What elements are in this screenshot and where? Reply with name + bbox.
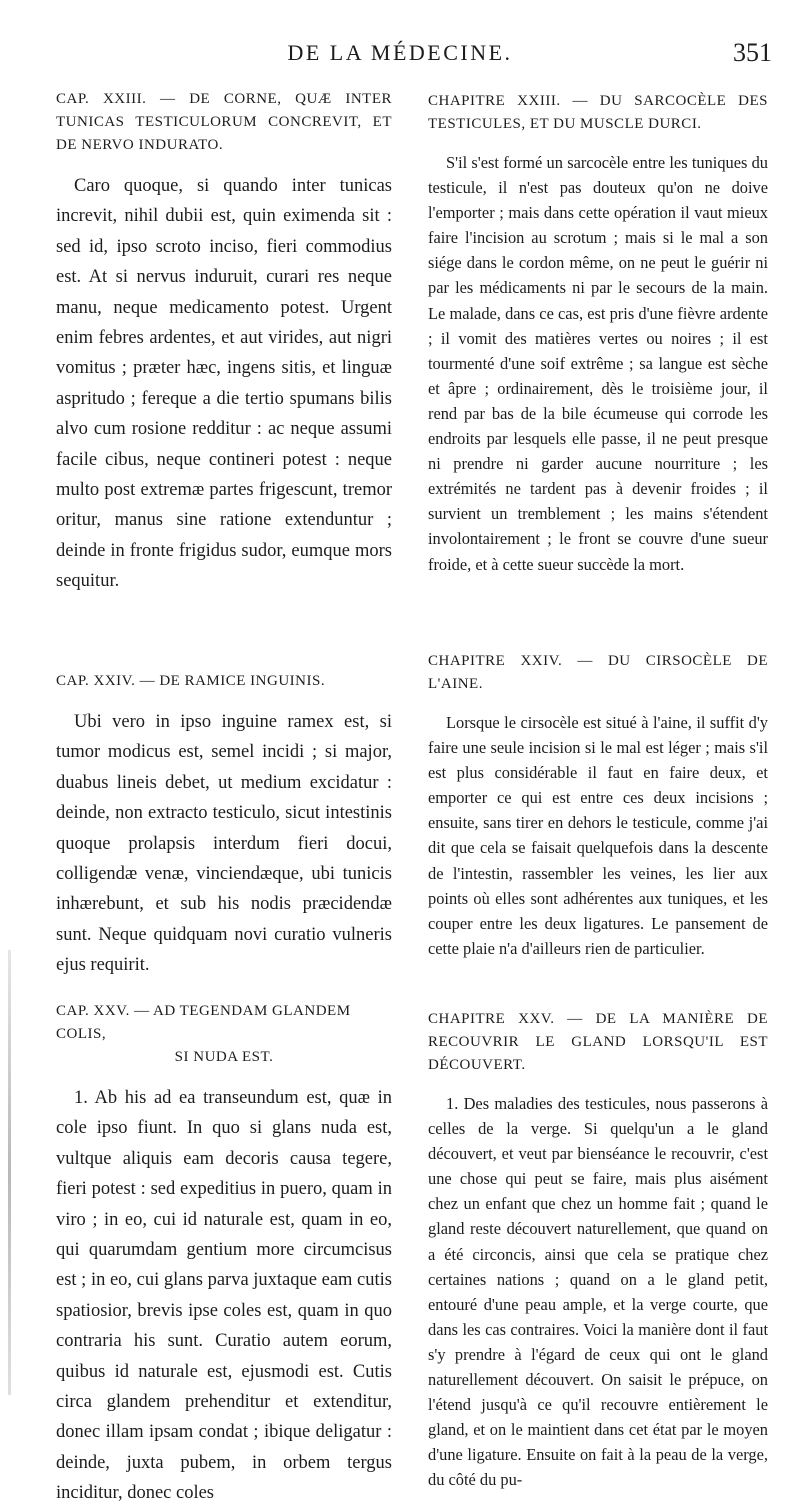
section-heading: CHAPITRE XXV. — DE LA MANIÈRE DE RECOUVRIR LE GLAND LORSQU'IL EST DÉCOUVERT.	[428, 1011, 768, 1073]
section-heading: CAP. XXIII. — DE CORNE, QUÆ INTER TUNICAS TESTICULORUM CONCREVIT, ET DE NERVO INDURATO.	[56, 91, 392, 153]
section-text: Ubi vero in ipso inguine ramex est, si tumor modicus est, semel incidi ; si major, duabus lineis debet, ut medium excidatur : deinde, non extracto testiculo, sicut intestinis quoque prolapsis interdum fieri docui, colligendæ venæ, vinciendæque, ubi tunicis inhærebunt, et sub his nodis præcidendæ sunt. Neque quidquam novi curatio vulneris ejus requirit.	[56, 712, 392, 976]
section-text: S'il s'est formé un sarcocèle entre les tuniques du testicule, il n'est pas douteux qu'on ne doive l'emporter ; mais dans cette opération il vaut mieux faire l'incision au scrotum ; mais si le mal a son siége dans le cordon même, on ne peut le guérir ni par les médicaments ni par le secours de la main. Le malade, dans ce cas, est pris d'une fièvre ardente ; il vomit des matières vertes ou noires ; il est tourmenté d'une soif extrême ; sa langue est sèche et âpre ; ordinairement, dès le troisième jour, il rend par bas de la bile écumeuse qui corrode les endroits par lesquels elle passe, il ne peut presque ni prendre ni garder aucune nourriture ; les extrémités ne tardent pas à devenir froides ; il survient un tremblement ; les mains s'étendent involontairement ; le front se couvre d'une sueur froide, et à cette sueur succède la mort.	[428, 153, 768, 574]
section-heading: CAP. XXIV. — DE RAMICE INGUINIS.	[56, 673, 326, 689]
page-number: 351	[733, 38, 772, 67]
section-text: 1. Des maladies des testicules, nous passerons à celles de la verge. Si quelqu'un a le gland découvert, et veut par bienséance le recouvrir, c'est une chose qui peut se faire, mais plus aisément chez un enfant que chez un homme fait ; quand le gland reste découvert naturellement, que quand on a été circoncis, ainsi que cela se pratique chez certaines nations ; quand on a le gland petit, entouré d'une peau ample, et la verge courte, que dans les cas contraires. Voici la manière dont il faut s'y prendre à l'égard de ceux qui ont le gland naturellement découvert. On saisit le prépuce, on l'étend jusqu'à ce qu'il recouvre entièrement le gland, et on le maintient dans cet état par le moyen d'une ligature. Ensuite on fait à la peau de la verge, du côté du pu-	[428, 1094, 768, 1490]
latin-section-23	[56, 88, 392, 597]
section-heading-line-1: CAP. XXV. — AD TEGENDAM GLANDEM COLIS,	[56, 1003, 351, 1042]
french-section-25	[428, 1008, 768, 1493]
binding-edge-shadow	[8, 950, 11, 1395]
french-section-23	[428, 90, 768, 577]
running-title: DE LA MÉDECINE.	[287, 40, 513, 65]
section-text: 1. Ab his ad ea transeundum est, quæ in cole ipso fiunt. In quo si glans nuda est, vultque aliquis eam decoris causa tegere, fieri potest : sed expeditius in puero, quam in viro ; in eo, cui id naturale est, quam in eo, qui quarumdam gentium more circumcisus est ; in eo, cui glans parva juxtaque eam cutis spatiosior, brevis ipse coles est, quam in quo contraria his sunt. Curatio autem eorum, quibus id naturale est, ejusmodi est. Cutis circa glandem prehenditur et extenditur, donec illam ipsam condat ; ibique deligatur : deinde, juxta pubem, in orbem tergus inciditur, donec coles	[56, 1088, 392, 1504]
latin-section-24	[56, 670, 392, 981]
section-heading: CHAPITRE XXIII. — DU SARCOCÈLE DES TESTICULES, ET DU MUSCLE DURCI.	[428, 93, 768, 132]
section-text: Caro quoque, si quando inter tunicas increvit, nihil dubii est, quin eximenda sit : sed id, ipso scroto inciso, fieri commodius est. At si nervus induruit, curari res neque manu, neque medicamento potest. Urgent enim febres ardentes, et aut virides, aut nigri vomitus ; præter hæc, ingens sitis, et linguæ aspritudo ; fereque a die tertio spumans bilis alvo cum rosione redditur : ac neque assumi facile cibus, neque contineri potest : neque multo post extremæ partes frigescunt, tremor oritur, manus sine ratione extenduntur ; deinde in fronte frigidus sudor, eumque mors sequitur.	[56, 176, 392, 592]
latin-section-25	[56, 1000, 392, 1509]
section-heading-line-2: SI NUDA EST.	[174, 1049, 274, 1065]
running-head	[0, 40, 800, 80]
section-text: Lorsque le cirsocèle est situé à l'aine, il suffit d'y faire une seule incision si le mal est léger ; mais s'il est plus considérable il faut en faire deux, et emporter ce qui est entre ces deux incisions ; ensuite, sans tirer en dehors le testicule, comme j'ai dit que cela se faisait quelquefois dans la descente de l'intestin, rassembler les veines, les lier aux points où elles sont adhérentes aux tuniques, et les couper entre les deux ligatures. Le pansement de cette plaie n'a d'ailleurs rien de particulier.	[428, 713, 768, 958]
section-heading: CHAPITRE XXIV. — DU CIRSOCÈLE DE L'AINE.	[428, 653, 768, 692]
french-section-24	[428, 650, 768, 961]
